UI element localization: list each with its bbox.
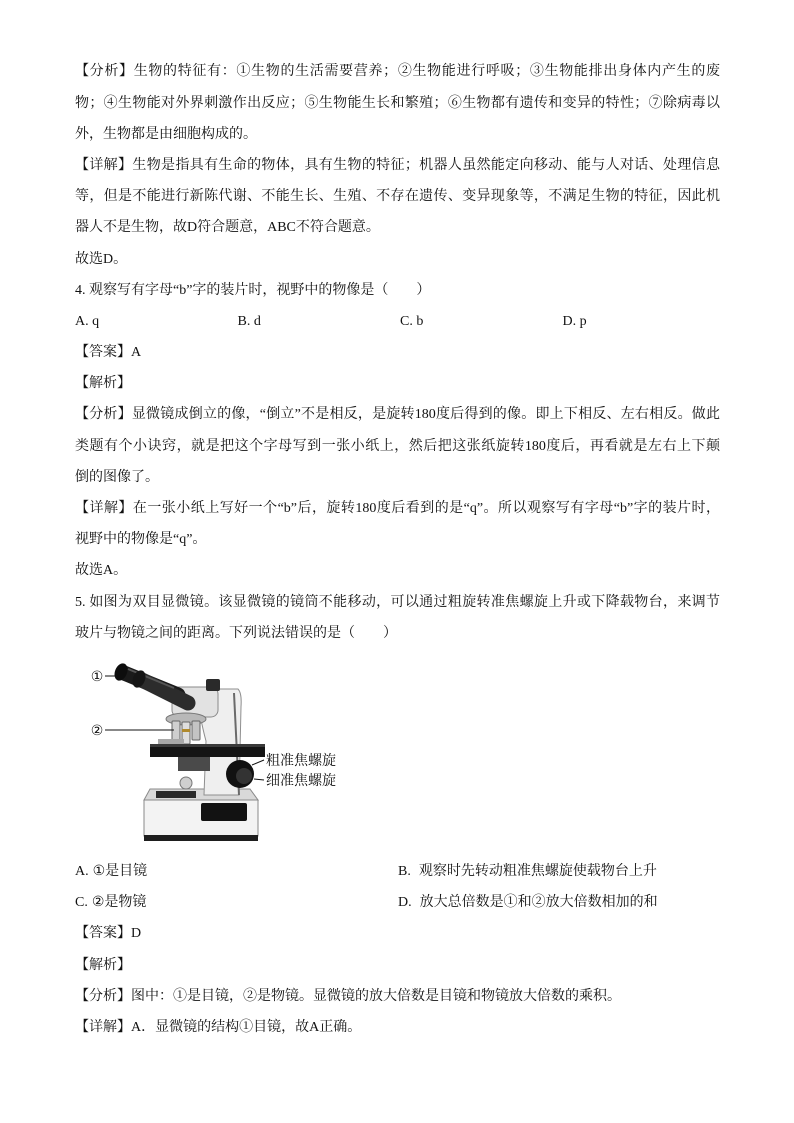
q5-option-d-label: D. (398, 895, 412, 911)
q4-detail-line: 【详解】在一张小纸上写好一个“b”后，旋转180度后看到的是“q”。所以观察写有字母“b”字的装片时， (75, 501, 720, 517)
figure-label-2: ② (90, 722, 104, 739)
q5-option-b (398, 856, 721, 887)
q4-option-d: D. p (562, 313, 587, 329)
q4-detail-line: 视野中的物像是“q”。 (75, 532, 207, 548)
stage-clip (158, 739, 184, 744)
objective-lens (172, 721, 180, 741)
fine-focus-knob (236, 768, 252, 784)
q4-stem: 4. 观察写有字母“b”字的装片时，视野中的物像是（ ） (75, 282, 431, 298)
microscope-stage-top (150, 744, 265, 747)
q5-option-b-text: 观察时先转动粗准焦螺旋使载物台上升 (418, 863, 657, 879)
microscope-head-knob (206, 679, 220, 691)
q4-explanation-heading: 【解析】 (75, 376, 131, 392)
q5-option-d-text: 放大总倍数是①和②放大倍数相加的和 (419, 895, 658, 911)
q3-analysis-line: 外，生物都是由细胞构成的。 (75, 126, 257, 142)
q5-stem-line: 5. 如图为双目显微镜。该显微镜的镜筒不能移动，可以通过粗旋转准焦螺旋上升或下降载物台，来调节 (75, 594, 720, 610)
q3-detail-line: 等，但是不能进行新陈代谢、不能生长、生殖、不存在遗传、变异现象等，不满足生物的特征，因此机 (75, 189, 720, 205)
q4-option-b: B. d (237, 313, 261, 329)
q5-options-row-2 (75, 887, 720, 918)
microscope-illustration (88, 649, 358, 856)
q5-option-c-text: ②是物镜 (91, 895, 147, 911)
q4-analysis-line: 类题有个小诀窍，就是把这个字母写到一张小纸上，然后把这张纸旋转180度后，再看就是左右上下颠 (75, 438, 720, 454)
q5-analysis: 【分析】图中：①是目镜，②是物镜。显微镜的放大倍数是目镜和物镜放大倍数的乘积。 (75, 988, 621, 1004)
q5-option-d (398, 887, 721, 918)
q5-option-b-label: B. (398, 863, 411, 879)
q5-detail: 【详解】A．显微镜的结构①目镜，故A正确。 (75, 1019, 362, 1035)
q3-analysis-line: 【分析】生物的特征有：①生物的生活需要营养；②生物能进行呼吸；③生物能排出身体内产生的废 (75, 64, 720, 80)
microscope-condenser (178, 757, 210, 771)
microscope-base-panel (201, 803, 247, 821)
objective-lens (192, 721, 200, 740)
q3-analysis-line: 物；④生物能对外界刺激作出反应；⑤生物能生长和繁殖；⑥生物都有遗传和变异的特性；⑦除病毒以 (75, 95, 720, 111)
q5-option-a-text: ①是目镜 (92, 863, 148, 879)
q3-detail-line: 器人不是生物，故D符合题意，ABC不符合题意。 (75, 220, 380, 236)
objective-band (182, 729, 190, 732)
microscope-base-foot (144, 835, 258, 841)
q3-choice: 故选D。 (75, 251, 128, 267)
coarse-focus-label: 粗准焦螺旋 (266, 752, 336, 769)
q4-option-a: A. q (75, 313, 100, 329)
q4-option-c: C. b (400, 313, 424, 329)
page-content (75, 56, 720, 1043)
q4-options (75, 306, 720, 337)
microscope-figure (75, 649, 720, 856)
q5-answer: 【答案】D (75, 926, 142, 942)
q5-option-c (75, 887, 398, 918)
q5-explanation-heading: 【解析】 (75, 957, 131, 973)
coarse-focus-leader (252, 760, 264, 765)
q4-analysis-line: 倒的图像了。 (75, 469, 159, 485)
q5-stem-line: 玻片与物镜之间的距离。下列说法错误的是（ ） (75, 625, 397, 641)
q5-option-a (75, 856, 398, 887)
q4-analysis-line: 【分析】显微镜成倒立的像，“倒立”不是相反，是旋转180度后得到的像。即上下相反、左右相反。做此 (75, 407, 720, 423)
fine-focus-leader (254, 779, 264, 780)
figure-label-1: ① (90, 668, 104, 685)
microscope-light-source (180, 777, 192, 789)
q4-choice: 故选A。 (75, 563, 128, 579)
q4-answer: 【答案】A (75, 345, 142, 361)
microscope-base-plate (156, 791, 196, 798)
q3-detail-line: 【详解】生物是指具有生命的物体，具有生物的特征；机器人虽然能定向移动、能与人对话、处理信息 (75, 157, 720, 173)
q5-options-row-1 (75, 856, 720, 887)
fine-focus-label: 细准焦螺旋 (266, 772, 336, 789)
q5-option-c-label: C. (75, 895, 88, 911)
q5-option-a-label: A. (75, 863, 89, 879)
